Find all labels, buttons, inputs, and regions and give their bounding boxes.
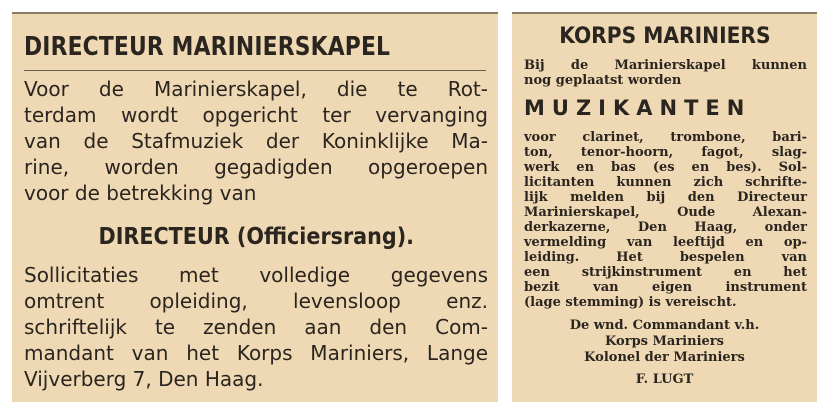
left-ad-position-title [24, 224, 488, 250]
left-ad-instruction-line: schriftelijk te zenden aan den Com- [24, 315, 488, 339]
left-ad-instruction-line: omtrent opleiding, levensloop enz. [24, 289, 488, 313]
left-ad-headline: DIRECTEUR MARINIERSKAPEL [24, 32, 391, 62]
left-ad-instruction-line: Sollicitaties met volledige gegevens [24, 263, 488, 287]
right-ad-headline [512, 24, 817, 49]
right-ad-body-line: ton, tenor-hoorn, fagot, slag- [524, 145, 807, 160]
right-ad-body-line: Marinierskapel, Oude Alexan- [524, 205, 807, 220]
right-advertisement [512, 12, 817, 402]
right-ad-subheadline: MUZIKANTEN [524, 96, 752, 120]
right-ad-body-line: een strijkinstrument en het [524, 265, 807, 280]
left-ad-divider [24, 70, 486, 71]
left-ad-body-line: terdam wordt opgericht ter vervanging [24, 103, 488, 127]
right-ad-intro-line: nog geplaatst worden [524, 73, 682, 88]
left-ad-body-line: Voor de Marinierskapel, die te Rot- [24, 77, 488, 101]
right-ad-headline-text: KORPS MARINIERS [558, 24, 771, 49]
right-ad-body-line: derkazerne, Den Haag, onder [524, 220, 807, 235]
left-ad-instruction-line: Vijverberg 7, Den Haag. [24, 367, 264, 391]
left-ad-body-line: rine, worden gegadigden opgeroepen [24, 155, 488, 179]
right-ad-body-line: bezit van eigen instrument [524, 280, 807, 295]
right-ad-body-line: (lage stemming) is vereischt. [524, 295, 737, 310]
right-ad-body-line: werk en bas (es en bes). Sol- [524, 160, 807, 175]
right-ad-intro-line: Bij de Marinierskapel kunnen [524, 58, 807, 73]
right-ad-body-line: licitanten kunnen zich schrifte- [524, 175, 807, 190]
right-ad-signature-line: Korps Mariniers [605, 334, 724, 349]
right-ad-body-line: vermelding van leeftijd en op- [524, 235, 807, 250]
right-ad-body-line: voor clarinet, trombone, bari- [524, 130, 807, 145]
left-ad-instruction-line: mandant van het Korps Mariniers, Lange [24, 341, 488, 365]
right-ad-body-line: lijk melden bij den Directeur [524, 190, 807, 205]
left-ad-body-line: voor de betrekking van [24, 181, 257, 205]
left-advertisement [12, 12, 498, 402]
right-ad-signature-name: F. LUGT [635, 372, 694, 387]
right-ad-signature-line: Kolonel der Mariniers [584, 350, 745, 365]
right-ad-body-line: leiding. Het bespelen van [524, 250, 807, 265]
left-ad-position-title-text: DIRECTEUR (Officiersrang). [98, 224, 414, 250]
left-ad-body-line: van de Stafmuziek der Koninklijke Ma- [24, 129, 488, 153]
right-ad-signature-line: De wnd. Commandant v.h. [569, 318, 760, 333]
